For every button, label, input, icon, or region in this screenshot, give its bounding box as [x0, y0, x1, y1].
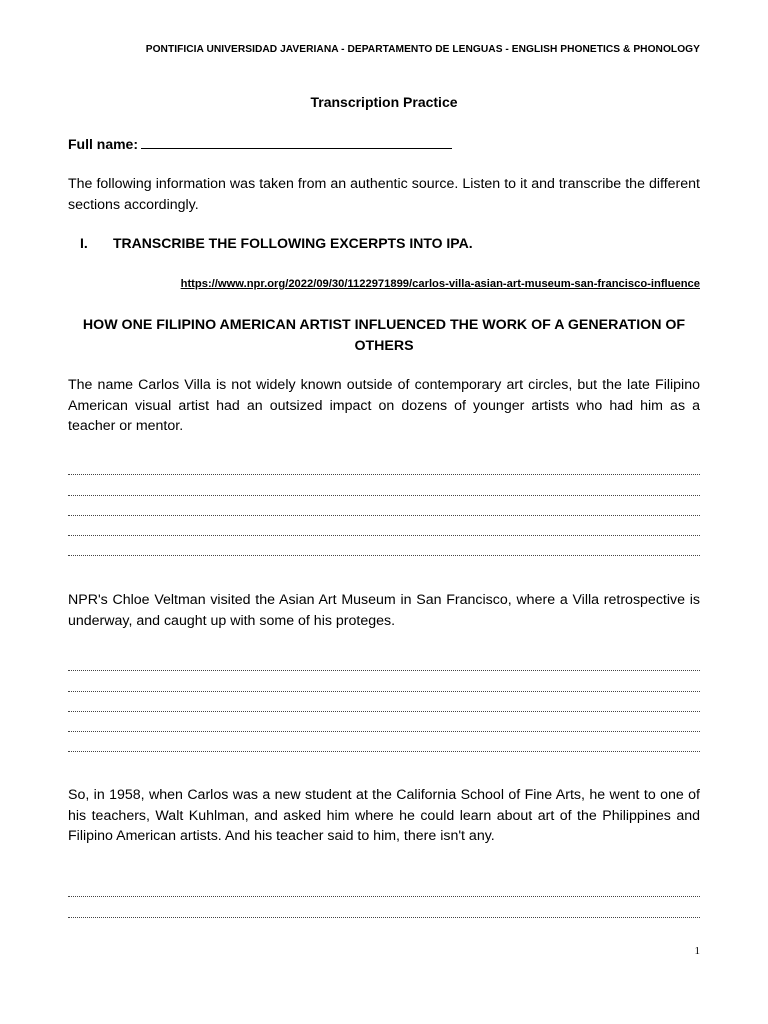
excerpt-2-answer-lines [68, 651, 700, 752]
answer-line[interactable] [68, 877, 700, 897]
excerpt-3-text: So, in 1958, when Carlos was a new student at the California School of Fine Arts, he went to one of his teachers, Walt Kuhlman, and asked him where he could learn about art of the Philippines and Filipino American artists. And his teacher said to him, there isn't any. [68, 787, 700, 844]
section-number: I. [80, 235, 88, 251]
section-heading [80, 235, 473, 251]
answer-line[interactable] [68, 732, 700, 752]
answer-line[interactable] [68, 536, 700, 556]
answer-line[interactable] [68, 516, 700, 536]
answer-line[interactable] [68, 651, 700, 671]
answer-line[interactable] [68, 692, 700, 712]
answer-line[interactable] [68, 712, 700, 732]
page-number: 1 [694, 945, 700, 957]
article-title: HOW ONE FILIPINO AMERICAN ARTIST INFLUENCED THE WORK OF A GENERATION OF OTHERS [82, 317, 686, 354]
source-link[interactable]: https://www.npr.org/2022/09/30/1122971899/carlos-villa-asian-art-museum-san-francisco-influence [180, 278, 700, 290]
full-name-row [68, 134, 452, 152]
excerpt-1-text: The name Carlos Villa is not widely known outside of contemporary art circles, but the late Filipino American visual artist had an outsized impact on dozens of younger artists who had him as a teacher or mentor. [68, 377, 700, 434]
excerpt-2-text: NPR's Chloe Veltman visited the Asian Art Museum in San Francisco, where a Villa retrospective is underway, and caught up with some of his proteges. [68, 592, 700, 629]
excerpt-3-answer-lines [68, 877, 700, 918]
answer-line[interactable] [68, 671, 700, 691]
section-title: TRANSCRIBE THE FOLLOWING EXCERPTS INTO IPA. [113, 235, 473, 251]
document-title: Transcription Practice [310, 94, 458, 110]
full-name-blank[interactable] [141, 134, 452, 149]
answer-line[interactable] [68, 475, 700, 495]
answer-line[interactable] [68, 496, 700, 516]
page-header: PONTIFICIA UNIVERSIDAD JAVERIANA - DEPARTAMENTO DE LENGUAS - ENGLISH PHONETICS & PHONOLOGY [145, 44, 700, 55]
excerpt-1-answer-lines [68, 455, 700, 556]
answer-line[interactable] [68, 455, 700, 475]
full-name-label: Full name: [68, 136, 139, 152]
answer-line[interactable] [68, 897, 700, 917]
intro-paragraph: The following information was taken from an authentic source. Listen to it and transcribe the different sections accordingly. [68, 176, 700, 213]
